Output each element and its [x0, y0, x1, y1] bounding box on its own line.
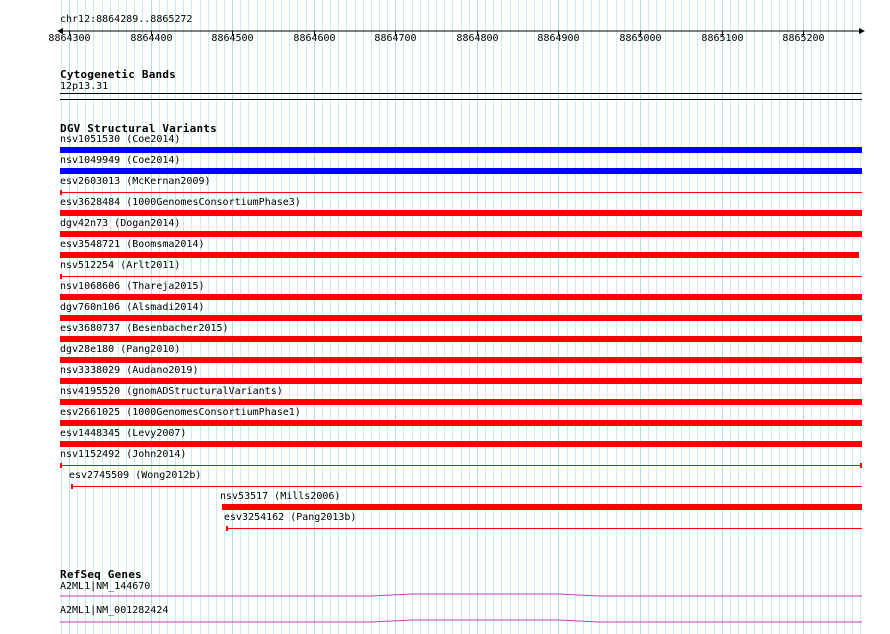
gene-label: A2ML1|NM_001282424 — [60, 605, 169, 616]
ruler-tick-label: 8864400 — [130, 33, 173, 44]
variant-bar[interactable] — [60, 168, 862, 174]
variant-label: esv3548721 (Boomsma2014) — [60, 239, 205, 250]
variant-label: nsv1049949 (Coe2014) — [60, 155, 181, 166]
variant-label: esv2745509 (Wong2012b) — [69, 470, 202, 481]
variant-label: esv3254162 (Pang2013b) — [224, 512, 357, 523]
variant-bar[interactable] — [60, 420, 862, 426]
variant-bar[interactable] — [60, 147, 862, 153]
variant-label: esv2603013 (McKernan2009) — [60, 176, 211, 187]
variant-bar[interactable] — [60, 192, 862, 193]
variant-bar[interactable] — [60, 399, 862, 405]
variant-bar[interactable] — [60, 231, 862, 237]
variant-bar[interactable] — [60, 465, 862, 466]
gene-model[interactable] — [0, 590, 890, 600]
ruler-tick-label: 8865200 — [782, 33, 825, 44]
variant-label: nsv1068606 (Thareja2015) — [60, 281, 205, 292]
track-title-refseq[interactable]: RefSeq Genes — [60, 568, 142, 581]
ruler-tick-label: 8865000 — [619, 33, 662, 44]
variant-bar[interactable] — [60, 315, 862, 321]
variant-label: esv3628484 (1000GenomesConsortiumPhase3) — [60, 197, 301, 208]
variant-bar[interactable] — [60, 210, 862, 216]
cytoband-bar-bottom — [60, 99, 862, 100]
variant-label: nsv4195520 (gnomADStructuralVariants) — [60, 386, 283, 397]
variant-bar[interactable] — [60, 441, 862, 447]
variant-label: nsv1051530 (Coe2014) — [60, 134, 181, 145]
cytoband-label: 12p13.31 — [60, 81, 109, 92]
variant-label: esv3680737 (Besenbacher2015) — [60, 323, 229, 334]
cytoband-bar[interactable] — [60, 93, 862, 94]
variant-label: nsv3338029 (Audano2019) — [60, 365, 199, 376]
ruler-tick-label: 8865100 — [701, 33, 744, 44]
variant-label: dgv42n73 (Dogan2014) — [60, 218, 181, 229]
ruler-tick-label: 8864600 — [293, 33, 336, 44]
ruler-tick-label: 8864900 — [537, 33, 580, 44]
variant-bar[interactable] — [60, 336, 862, 342]
variant-label: nsv53517 (Mills2006) — [220, 491, 341, 502]
variant-bar[interactable] — [71, 486, 862, 487]
variant-label: nsv512254 (Arlt2011) — [60, 260, 181, 271]
ruler-tick-label: 8864300 — [48, 33, 91, 44]
location-label: chr12:8864289..8865272 — [60, 14, 193, 25]
variant-bar[interactable] — [60, 294, 862, 300]
variant-label: nsv1152492 (John2014) — [60, 449, 187, 460]
ruler-tick-label: 8864700 — [374, 33, 417, 44]
variant-label: dgv28e180 (Pang2010) — [60, 344, 181, 355]
ruler-tick-label: 8864800 — [456, 33, 499, 44]
variant-label: esv2661025 (1000GenomesConsortiumPhase1) — [60, 407, 301, 418]
gene-label: A2ML1|NM_144670 — [60, 581, 151, 592]
variant-bar[interactable] — [222, 504, 862, 510]
gene-model[interactable] — [0, 616, 890, 626]
variant-bar[interactable] — [60, 378, 862, 384]
variant-label: esv1448345 (Levy2007) — [60, 428, 187, 439]
variant-bar[interactable] — [60, 357, 862, 363]
variant-bar[interactable] — [60, 276, 862, 277]
ruler-tick-label: 8864500 — [211, 33, 254, 44]
ruler-right-arrow-icon — [859, 28, 865, 34]
track-title-dgv[interactable]: DGV Structural Variants — [60, 122, 217, 135]
variant-bar[interactable] — [60, 252, 859, 258]
variant-label: dgv760n106 (Alsmadi2014) — [60, 302, 205, 313]
track-title-cytobands[interactable]: Cytogenetic Bands — [60, 68, 176, 81]
variant-bar[interactable] — [226, 528, 862, 529]
